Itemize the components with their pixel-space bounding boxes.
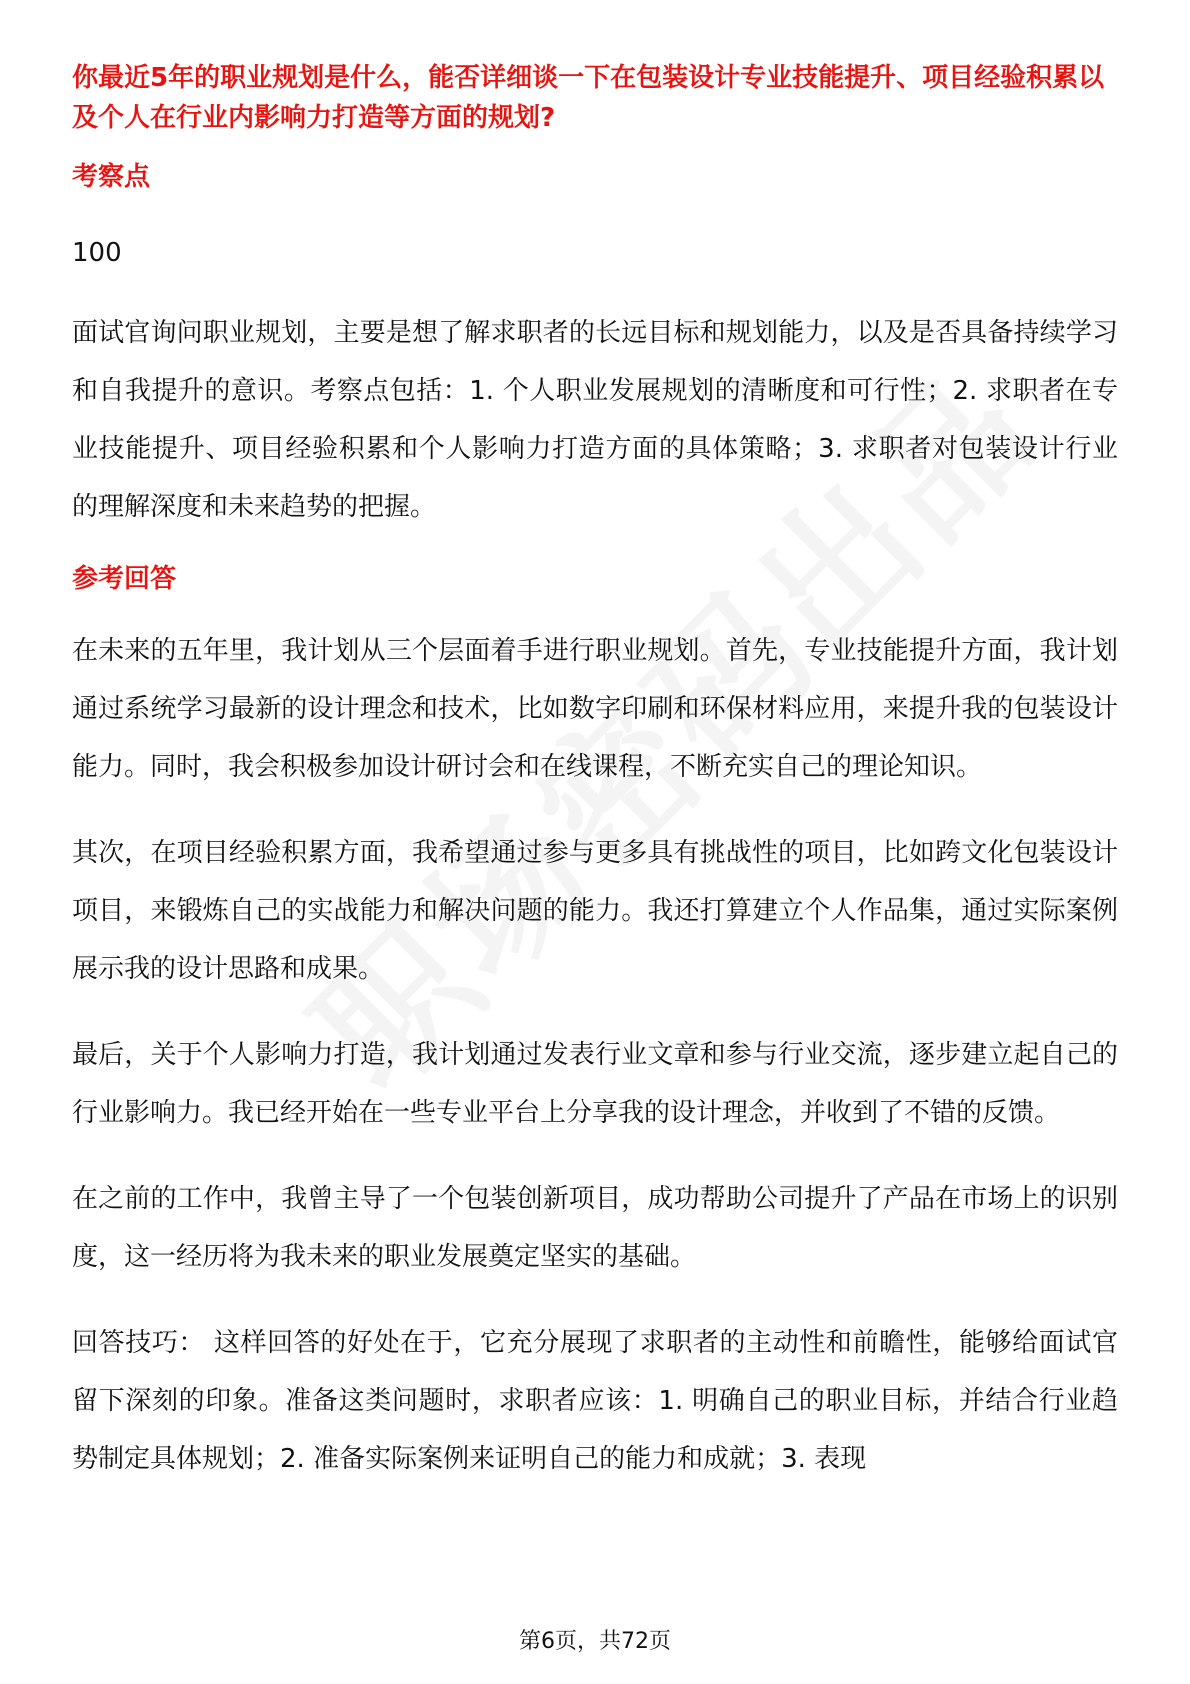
page-number-footer: 第6页，共72页 <box>519 1629 671 1654</box>
answer-paragraph-4: 在之前的工作中，我曾主导了一个包装创新项目，成功帮助公司提升了产品在市场上的识别度，这一经历将为我未来的职业发展奠定坚实的基础。 <box>72 1184 1118 1272</box>
document-content <box>72 58 1118 1488</box>
answer-heading: 参考回答 <box>72 564 177 594</box>
answer-paragraph-1: 在未来的五年里，我计划从三个层面着手进行职业规划。首先，专业技能提升方面，我计划通过系统学习最新的设计理念和技术，比如数字印刷和环保材料应用，来提升我的包装设计能力。同时，我会积极参加设计研讨会和在线课程，不断充实自己的理论知识。 <box>72 636 1118 782</box>
question-title: 你最近5年的职业规划是什么，能否详细谈一下在包装设计专业技能提升、项目经验积累以及个人在行业内影响力打造等方面的规划? <box>72 63 1105 133</box>
assessment-heading: 考察点 <box>72 162 151 192</box>
answer-tips-paragraph: 回答技巧： 这样回答的好处在于，它充分展现了求职者的主动性和前瞻性，能够给面试官留下深刻的印象。准备这类问题时，求职者应该：1. 明确自己的职业目标，并结合行业趋势制定具体规划；2. 准备实际案例来证明自己的能力和成就；3. 表现 <box>72 1328 1118 1474</box>
score-value: 100 <box>72 238 122 268</box>
answer-paragraph-2: 其次，在项目经验积累方面，我希望通过参与更多具有挑战性的项目，比如跨文化包装设计项目，来锻炼自己的实战能力和解决问题的能力。我还打算建立个人作品集，通过实际案例展示我的设计思路和成果。 <box>72 838 1118 984</box>
assessment-paragraph: 面试官询问职业规划，主要是想了解求职者的长远目标和规划能力，以及是否具备持续学习和自我提升的意识。考察点包括：1. 个人职业发展规划的清晰度和可行性；2. 求职者在专业技能提升、项目经验积累和个人影响力打造方面的具体策略；3. 求职者对包装设计行业的理解深度和未来趋势的把握。 <box>72 318 1118 522</box>
answer-paragraph-3: 最后，关于个人影响力打造，我计划通过发表行业文章和参与行业交流，逐步建立起自己的行业影响力。我已经开始在一些专业平台上分享我的设计理念，并收到了不错的反馈。 <box>72 1040 1118 1128</box>
